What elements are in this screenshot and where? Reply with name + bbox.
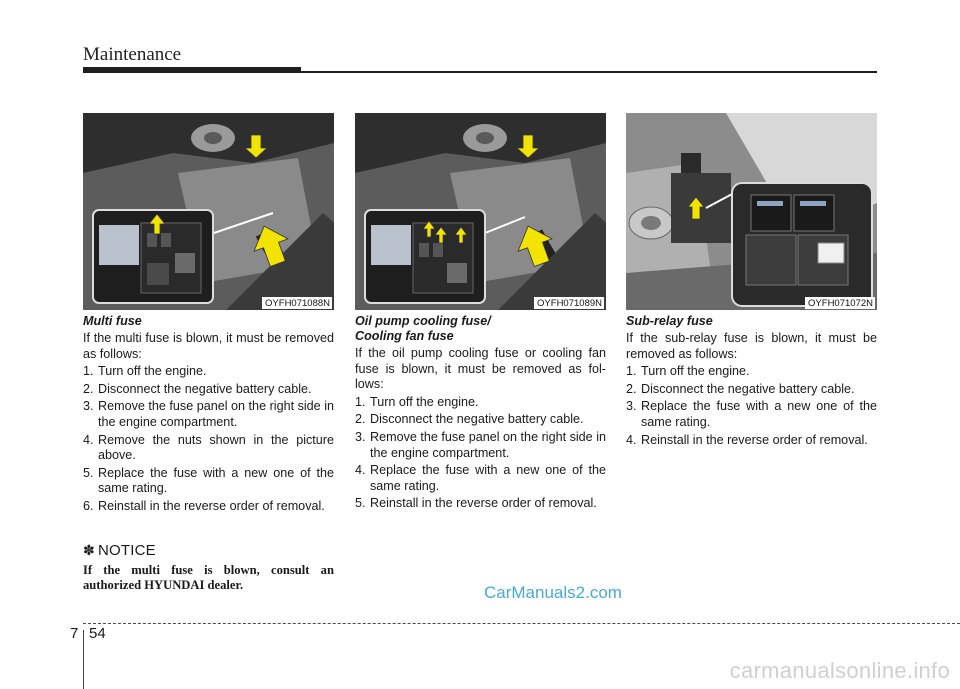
watermark-bottom: carmanualsonline.info <box>729 658 950 683</box>
photo-code: OYFH071088N <box>262 297 332 309</box>
multi-fuse-section <box>83 314 334 517</box>
sub-relay-fuse-section <box>626 314 877 450</box>
list-item: 4. Reinstall in the reverse order of removal. <box>626 432 868 447</box>
oil-pump-fuse-section <box>355 314 606 514</box>
list-item: 1. Turn off the engine. <box>83 364 207 379</box>
photo-code: OYFH071089N <box>534 297 604 309</box>
notice-title: ✽ NOTICE <box>83 542 156 559</box>
list-item: 2. Disconnect the negative battery cable. <box>83 381 312 396</box>
section-intro: If the multi fuse is blown, it must be removed as follows: <box>83 331 334 361</box>
list-item: 3. Replace the fuse with a new one of the same rating. <box>626 399 877 429</box>
footer-dashed-rule <box>83 623 960 624</box>
list-item: 2. Disconnect the negative battery cable. <box>626 381 855 396</box>
oil-pump-fuse-photo <box>355 113 606 310</box>
steps-list <box>626 364 877 448</box>
watermark-link-top[interactable]: CarManuals2.com <box>484 583 622 602</box>
list-item: 4. Replace the fuse with a new one of the same rating. <box>355 463 606 493</box>
section-intro: If the oil pump cooling fuse or cooling fan fuse is blown, it must be removed as fol-lows: <box>355 346 606 392</box>
photo-code: OYFH071072N <box>805 297 875 309</box>
list-item: 3. Remove the fuse panel on the right side in the engine compartment. <box>355 429 606 460</box>
list-item: 6. Reinstall in the reverse order of removal. <box>83 498 325 513</box>
list-item: 4. Remove the nuts shown in the picture above. <box>83 432 334 463</box>
header-thick-bar <box>83 67 301 73</box>
list-item: 5. Replace the fuse with a new one of the same rating. <box>83 465 334 496</box>
section-title: Multi fuse <box>83 314 142 328</box>
section-title: Oil pump cooling fuse/ Cooling fan fuse <box>355 314 491 343</box>
list-item: 2. Disconnect the negative battery cable. <box>355 412 584 427</box>
notice-star-icon: ✽ <box>83 542 95 558</box>
section-intro: If the sub-relay fuse is blown, it must be removed as follows: <box>626 331 877 361</box>
section-title: Sub-relay fuse <box>626 314 713 328</box>
footer-vertical-rule <box>83 630 84 689</box>
steps-list <box>83 364 334 514</box>
header-rule <box>301 71 877 73</box>
page-header-title: Maintenance <box>83 44 182 65</box>
list-item: 5. Reinstall in the reverse order of removal. <box>355 496 597 511</box>
steps-list <box>355 395 606 512</box>
list-item: 1. Turn off the engine. <box>355 394 479 409</box>
list-item: 3. Remove the fuse panel on the right side in the engine compartment. <box>83 399 334 429</box>
page-number: 54 <box>89 625 106 642</box>
notice-body: If the multi fuse is blown, consult an authorized HYUNDAI dealer. <box>83 563 334 592</box>
multi-fuse-photo <box>83 113 334 310</box>
list-item: 1. Turn off the engine. <box>626 364 750 379</box>
sub-relay-fuse-photo <box>626 113 877 310</box>
chapter-number: 7 <box>70 625 79 642</box>
